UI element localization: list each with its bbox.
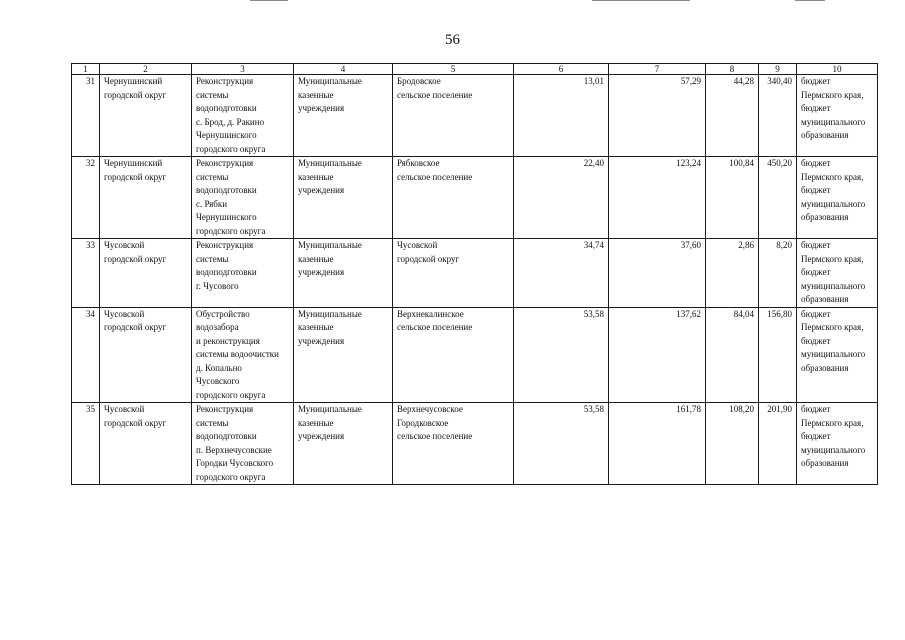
- settlement-cell: Верхнекалинское сельское поселение: [393, 307, 514, 403]
- header-row: [72, 64, 878, 75]
- table-row: [72, 239, 878, 308]
- customer-cell: Муниципальные казенные учреждения: [294, 403, 393, 485]
- municipality-cell: Чусовской городской округ: [100, 307, 192, 403]
- column-header: 8: [706, 64, 759, 75]
- value-cell-col7: 123,24: [609, 157, 706, 239]
- data-table: [71, 63, 878, 485]
- value-cell-col8: 44,28: [706, 75, 759, 157]
- municipality-cell: Чернушинский городской округ: [100, 157, 192, 239]
- value-cell-col9: 340,40: [759, 75, 797, 157]
- budget-source-cell: бюджет Пермского края, бюджет муниципального образования: [797, 403, 878, 485]
- value-cell-col6: 13,01: [514, 75, 609, 157]
- value-cell-col8: 84,04: [706, 307, 759, 403]
- customer-cell: Муниципальные казенные учреждения: [294, 239, 393, 308]
- value-cell-col9: 156,80: [759, 307, 797, 403]
- row-number: 31: [72, 75, 100, 157]
- value-cell-col9: 450,20: [759, 157, 797, 239]
- settlement-cell: Верхнечусовское Городковское сельское поселение: [393, 403, 514, 485]
- column-header: 6: [514, 64, 609, 75]
- value-cell-col7: 57,29: [609, 75, 706, 157]
- value-cell-col7: 37,60: [609, 239, 706, 308]
- customer-cell: Муниципальные казенные учреждения: [294, 157, 393, 239]
- value-cell-col7: 137,62: [609, 307, 706, 403]
- table-row: [72, 307, 878, 403]
- value-cell-col6: 53,58: [514, 307, 609, 403]
- value-cell-col8: 108,20: [706, 403, 759, 485]
- budget-source-cell: бюджет Пермского края, бюджет муниципального образования: [797, 239, 878, 308]
- table-row: [72, 403, 878, 485]
- settlement-cell: Чусовской городской округ: [393, 239, 514, 308]
- top-edge-rule-left: [250, 0, 288, 1]
- value-cell-col8: 100,84: [706, 157, 759, 239]
- row-number: 34: [72, 307, 100, 403]
- project-cell: Реконструкция системы водоподготовки г. Чусового: [192, 239, 294, 308]
- value-cell-col8: 2,86: [706, 239, 759, 308]
- settlement-cell: Бродовское сельское поселение: [393, 75, 514, 157]
- budget-source-cell: бюджет Пермского края, бюджет муниципального образования: [797, 157, 878, 239]
- column-header: 2: [100, 64, 192, 75]
- page-number: 56: [445, 32, 460, 48]
- top-edge-rule-middle: [592, 0, 690, 1]
- project-cell: Реконструкция системы водоподготовки п. Верхнечусовские Городки Чусовского городского округа: [192, 403, 294, 485]
- column-header: 1: [72, 64, 100, 75]
- customer-cell: Муниципальные казенные учреждения: [294, 75, 393, 157]
- column-header: 4: [294, 64, 393, 75]
- value-cell-col6: 34,74: [514, 239, 609, 308]
- column-header: 3: [192, 64, 294, 75]
- column-header: 5: [393, 64, 514, 75]
- value-cell-col9: 8,20: [759, 239, 797, 308]
- project-cell: Реконструкция системы водоподготовки с. Брод, д. Ракино Чернушинского городского округа: [192, 75, 294, 157]
- value-cell-col6: 22,40: [514, 157, 609, 239]
- column-header: 9: [759, 64, 797, 75]
- budget-source-cell: бюджет Пермского края, бюджет муниципального образования: [797, 75, 878, 157]
- customer-cell: Муниципальные казенные учреждения: [294, 307, 393, 403]
- top-edge-rule-right: [795, 0, 825, 1]
- project-cell: Обустройство водозабора и реконструкция системы водоочистки д. Копально Чусовского городского округа: [192, 307, 294, 403]
- value-cell-col6: 53,58: [514, 403, 609, 485]
- settlement-cell: Рябковское сельское поселение: [393, 157, 514, 239]
- column-header: 7: [609, 64, 706, 75]
- value-cell-col9: 201,90: [759, 403, 797, 485]
- value-cell-col7: 161,78: [609, 403, 706, 485]
- budget-source-cell: бюджет Пермского края, бюджет муниципального образования: [797, 307, 878, 403]
- row-number: 33: [72, 239, 100, 308]
- row-number: 35: [72, 403, 100, 485]
- project-cell: Реконструкция системы водоподготовки с. Рябки Чернушинского городского округа: [192, 157, 294, 239]
- municipality-cell: Чернушинский городской округ: [100, 75, 192, 157]
- table-row: [72, 157, 878, 239]
- row-number: 32: [72, 157, 100, 239]
- table-row: [72, 75, 878, 157]
- municipality-cell: Чусовской городской округ: [100, 239, 192, 308]
- column-header: 10: [797, 64, 878, 75]
- municipality-cell: Чусовской городской округ: [100, 403, 192, 485]
